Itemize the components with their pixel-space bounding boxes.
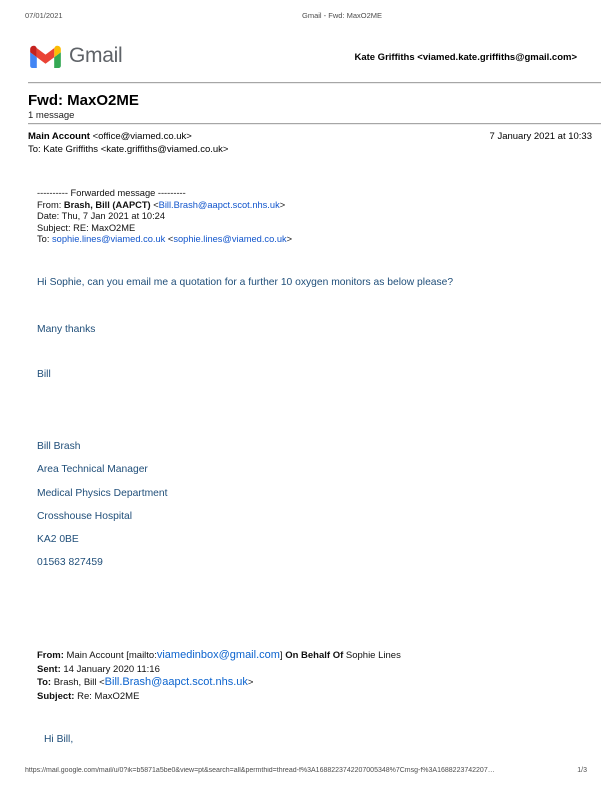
forwarded-date-line: Date: Thu, 7 Jan 2021 at 10:24 [37, 211, 166, 222]
angle-open: < [150, 199, 159, 210]
print-header-title: Gmail - Fwd: MaxO2ME [302, 11, 383, 20]
angle-close: > [286, 234, 293, 245]
angle-open: < [165, 234, 174, 245]
to-label: To: [37, 234, 52, 245]
signature-department: Medical Physics Department [37, 488, 168, 499]
recipient-line: To: Kate Griffiths <kate.griffiths@viamed.co.uk> [28, 144, 229, 155]
to-label: To: [37, 677, 52, 688]
email-subject: Fwd: MaxO2ME [28, 92, 139, 109]
message-date: 7 January 2021 at 10:33 [489, 131, 592, 142]
sender-name: Main Account [28, 131, 90, 142]
forwarded-header [37, 188, 292, 246]
angle-close: > [279, 199, 286, 210]
sender-email: <office@viamed.co.uk> [89, 131, 192, 142]
to-name-link[interactable]: sophie.lines@viamed.co.uk [52, 234, 166, 245]
from-label: From: [37, 650, 64, 661]
to-email-link[interactable]: sophie.lines@viamed.co.uk [173, 234, 287, 245]
to-email-link[interactable]: Bill.Brash@aapct.scot.nhs.uk [104, 676, 248, 688]
quoted-sent-line [37, 663, 401, 677]
from-name: Brash, Bill (AAPCT) [63, 199, 151, 210]
body-signoff: Bill [37, 369, 51, 380]
from-mid-text: ] [279, 650, 286, 661]
forwarded-to-line [37, 234, 292, 246]
signature-postcode: KA2 0BE [37, 534, 79, 545]
forwarded-from-line [37, 200, 292, 212]
from-email-link[interactable]: Bill.Brash@aapct.scot.nhs.uk [158, 199, 280, 210]
gmail-wordmark: Gmail [69, 44, 123, 67]
body-thanks: Many thanks [37, 324, 96, 335]
signature-phone: 01563 827459 [37, 557, 103, 568]
from-post-text: Sophie Lines [343, 650, 401, 661]
print-footer-page-number: 1/3 [577, 767, 587, 774]
to-post-text: > [247, 677, 254, 688]
signature-hospital: Crosshouse Hospital [37, 511, 133, 522]
print-footer-url: https://mail.google.com/mail/u/0?ik=b5871a5be0&view=pt&search=all&permthid=thread-f%3A1688223742207005348%7Cmsg-f%3A1688223742207… [25, 767, 495, 774]
divider-bottom [28, 123, 601, 125]
gmail-logo-icon [30, 45, 61, 68]
quoted-to-line [37, 676, 401, 690]
quoted-message-header [37, 649, 401, 703]
signature-title: Area Technical Manager [37, 464, 148, 475]
print-header-date: 07/01/2021 [25, 11, 63, 20]
quoted-subject-line [37, 690, 401, 704]
reply-greeting: Hi Bill, [44, 734, 74, 745]
quoted-from-line [37, 649, 401, 663]
body-greeting: Hi Sophie, can you email me a quotation for a further 10 oxygen monitors as below please? [37, 277, 454, 288]
to-pre-text: Brash, Bill < [51, 677, 105, 688]
sender [28, 131, 192, 142]
signature-name: Bill Brash [37, 441, 81, 452]
from-pre-text: Main Account [mailto: [63, 650, 157, 661]
forwarded-subject-line: Subject: RE: MaxO2ME [37, 222, 136, 233]
mailto-link[interactable]: viamedinbox@gmail.com [156, 649, 280, 661]
subject-label: Subject: [37, 690, 75, 702]
from-label: From: [37, 199, 64, 210]
gmail-masthead [30, 44, 122, 68]
divider-top [28, 82, 601, 84]
forwarded-divider: ---------- Forwarded message --------- [37, 188, 186, 198]
message-count: 1 message [28, 110, 75, 121]
sent-label: Sent: [37, 663, 61, 675]
sent-value: 14 January 2020 11:16 [60, 663, 160, 675]
on-behalf-label: On Behalf Of [285, 650, 344, 661]
account-owner: Kate Griffiths <viamed.kate.griffiths@gmail.com> [354, 52, 577, 63]
subject-value: Re: MaxO2ME [74, 690, 140, 702]
sender-row [28, 131, 592, 142]
